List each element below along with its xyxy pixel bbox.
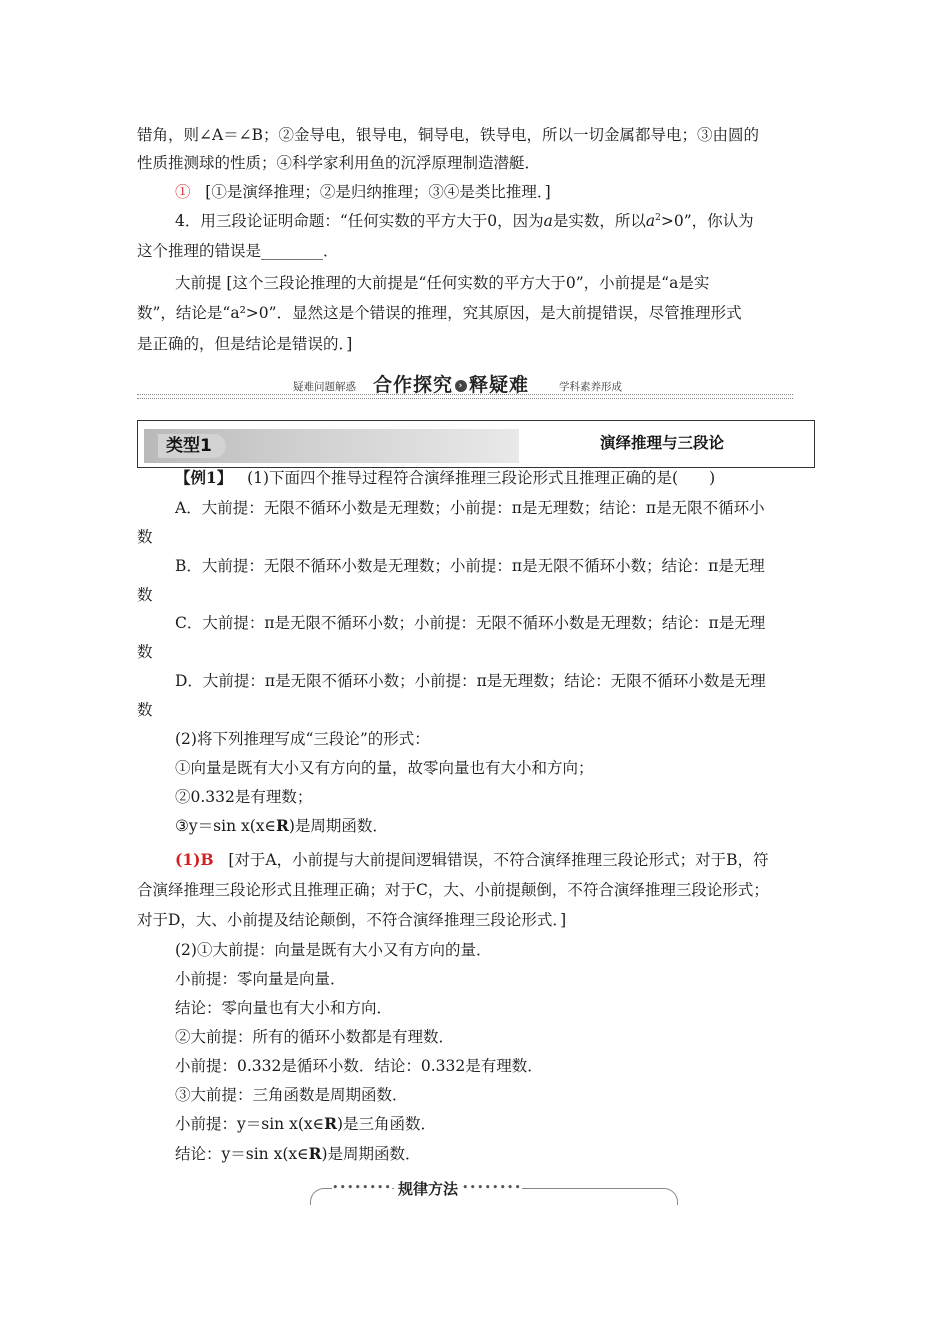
s7-R: R [324, 1114, 337, 1133]
q4-text-b: 是实数，所以 [552, 212, 646, 230]
answer-3-mark: ① [175, 183, 191, 201]
method-dots-left: •••••••• [332, 1181, 392, 1194]
example-1-question [175, 467, 715, 489]
s8-text-b: )是周期函数． [321, 1145, 421, 1163]
chevron-right-icon: › [455, 380, 467, 392]
q4-var: a [543, 212, 553, 230]
solution-2-line-3: 结论：零向量也有大小和方向． [175, 999, 393, 1017]
s7-text-a: 小前提：y＝sin x(x∈ [175, 1115, 325, 1133]
q2-3-R: R [275, 816, 289, 835]
s7-text-b: )是三角函数． [336, 1115, 437, 1133]
question-2-item-1: ①向量是既有大小又有方向的量，故零向量也有大小和方向； [175, 759, 594, 777]
solution-2-line-4: ②大前提：所有的循环小数都是有理数． [175, 1028, 455, 1046]
q2-3-text-b: )是周期函数． [288, 817, 388, 835]
option-c-line-2: 数 [137, 643, 153, 661]
q4-var-2: a [645, 212, 656, 230]
answer-3-text: [①是演绎推理；②是归纳推理；③④是类比推理．] [205, 183, 551, 201]
question-2-item-2: ②0.332是有理数； [175, 788, 313, 806]
method-heading [310, 1176, 678, 1206]
solution-2-line-6: ③大前提：三角函数是周期函数． [175, 1086, 408, 1104]
banner-left-text: 疑难问题解惑 [293, 381, 356, 393]
intro-line-2: 性质推测球的性质；④科学家利用鱼的沉浮原理制造潜艇． [137, 154, 541, 172]
solution-2-line-2: 小前提：零向量是向量． [175, 970, 346, 988]
q2-3-text-a: ③y＝sin x(x∈ [175, 817, 276, 835]
example-q1: (1)下面四个推导过程符合演绎推理三段论形式且推理正确的是( ) [247, 469, 716, 487]
q4-text-c: >0”，你认为 [660, 212, 754, 230]
option-a-line-2: 数 [137, 528, 153, 546]
type-title: 演绎推理与三段论 [600, 434, 725, 452]
option-d-line-2: 数 [137, 701, 153, 719]
solution-1-text: [对于A，小前提与大前提间逻辑错误，不符合演绎推理三段论形式；对于B，符 [228, 851, 769, 869]
option-d-line-1: D．大前提：π是无限不循环小数；小前提：π是无理数；结论：无限不循环小数是无理 [175, 672, 766, 690]
method-dots-right: •••••••• [462, 1181, 522, 1194]
solution-2-line-8 [175, 1143, 421, 1165]
type-label: 类型1 [158, 434, 226, 458]
solution-1-line-3: 对于D，大、小前提及结论颠倒，不符合演绎推理三段论形式．] [137, 911, 567, 929]
banner-rule [137, 394, 793, 395]
solution-1-line-1 [175, 849, 768, 871]
banner-title-1: 合作探究 [373, 374, 454, 396]
type-heading-box [137, 420, 815, 468]
s8-R: R [308, 1144, 322, 1163]
method-label: 规律方法 [394, 1178, 462, 1199]
option-c-line-1: C．大前提：π是无限不循环小数；小前提：无限不循环小数是无理数；结论：π是无理 [175, 614, 766, 632]
question-2-item-3 [175, 815, 388, 837]
answer-3 [175, 181, 551, 203]
question-2: (2)将下列推理写成“三段论”的形式： [175, 730, 430, 748]
banner-rule-2 [137, 398, 793, 399]
solution-2-line-1: (2)①大前提：向量是既有大小又有方向的量． [175, 941, 492, 959]
q4-sup: 2 [655, 212, 661, 223]
intro-line-1: 错角，则∠A＝∠B；②金导电，银导电，铜导电，铁导电，所以一切金属都导电；③由圆的 [137, 126, 760, 144]
answer-4-line-1: 大前提 [这个三段论推理的大前提是“任何实数的平方大于0”，小前提是“a是实 [175, 274, 710, 292]
answer-4-line-3: 是正确的，但是结论是错误的．] [137, 335, 353, 353]
solution-1-line-2: 合演绎推理三段论形式且推理正确；对于C，大、小前提颠倒，不符合演绎推理三段论形式； [137, 881, 769, 899]
q4-text-a: 4．用三段论证明命题：“任何实数的平方大于0，因为 [175, 212, 544, 230]
banner-title-2: 释疑难 [469, 374, 530, 396]
s8-text-a: 结论：y＝sin x(x∈ [175, 1145, 309, 1163]
option-b-line-1: B．大前提：无限不循环小数是无理数；小前提：π是无限不循环小数；结论：π是无理 [175, 557, 765, 575]
solution-1-answer: (1)B [175, 850, 214, 869]
solution-2-line-7 [175, 1113, 436, 1135]
type-tab [144, 429, 519, 463]
solution-2-line-5: 小前提：0.332是循环小数．结论：0.332是有理数． [175, 1057, 543, 1075]
answer-4-line-2: 数”，结论是“a²>0”．显然这是个错误的推理，究其原因，是大前提错误，尽管推理形式 [137, 304, 742, 322]
option-b-line-2: 数 [137, 586, 153, 604]
banner-title [373, 370, 529, 397]
example-head: 【例1】 [175, 468, 233, 487]
question-4-line-1 [175, 210, 754, 232]
section-banner [137, 370, 793, 404]
question-4-line-2: 这个推理的错误是________． [137, 242, 339, 260]
option-a-line-1: A．大前提：无限不循环小数是无理数；小前提：π是无理数；结论：π是无限不循环小 [175, 499, 765, 517]
banner-right-text: 学科素养形成 [559, 381, 622, 393]
